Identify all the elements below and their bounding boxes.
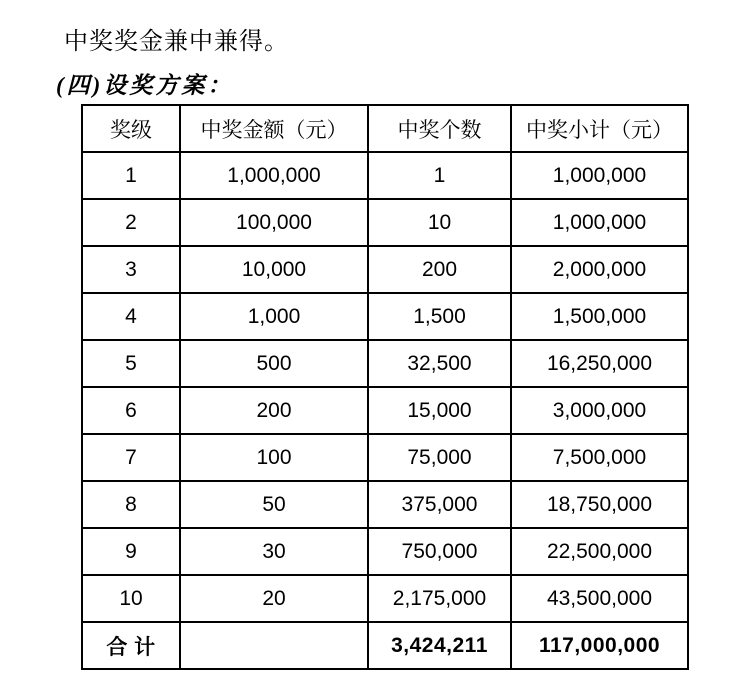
table-cell: 32,500 [368,340,511,387]
table-cell: 1,500 [368,293,511,340]
table-cell: 3,000,000 [511,387,688,434]
table-row [82,340,688,387]
column-header: 中奖小计（元） [511,105,688,152]
table-row [82,434,688,481]
table-cell: 1,000,000 [180,152,368,199]
table-cell: 30 [180,528,368,575]
table-cell: 75,000 [368,434,511,481]
table-cell: 5 [82,340,180,387]
table-row [82,481,688,528]
table-cell [180,622,368,669]
table-cell: 100 [180,434,368,481]
table-cell: 18,750,000 [511,481,688,528]
table-cell: 3 [82,246,180,293]
table-cell: 3,424,211 [368,622,511,669]
table-cell: 100,000 [180,199,368,246]
table-cell: 117,000,000 [511,622,688,669]
table-cell: 7,500,000 [511,434,688,481]
table-cell: 10 [82,575,180,622]
table-cell: 20 [180,575,368,622]
table-cell: 375,000 [368,481,511,528]
table-cell: 9 [82,528,180,575]
table-cell: 50 [180,481,368,528]
table-cell: 200 [368,246,511,293]
table-cell: 1,500,000 [511,293,688,340]
table-cell: 7 [82,434,180,481]
table-cell: 200 [180,387,368,434]
column-header: 中奖个数 [368,105,511,152]
table-cell: 43,500,000 [511,575,688,622]
table-row [82,199,688,246]
table-cell: 8 [82,481,180,528]
table-cell: 22,500,000 [511,528,688,575]
table-cell: 1,000,000 [511,199,688,246]
table-row [82,387,688,434]
table-cell: 10 [368,199,511,246]
table-header-row [82,105,688,152]
paragraph-prize-note: 中奖奖金兼中兼得。 [64,28,289,55]
table-cell: 16,250,000 [511,340,688,387]
table-cell: 1,000 [180,293,368,340]
table-cell: 合 计 [82,622,180,669]
table-row [82,246,688,293]
table-row [82,528,688,575]
table-row [82,293,688,340]
table-cell: 2,000,000 [511,246,688,293]
table-cell: 6 [82,387,180,434]
table-row [82,152,688,199]
section-heading-prize-plan: (四)设奖方案： [56,73,234,98]
prize-table [81,104,689,670]
table-cell: 10,000 [180,246,368,293]
table-cell: 1 [82,152,180,199]
table-cell: 15,000 [368,387,511,434]
column-header: 中奖金额（元） [180,105,368,152]
table-cell: 1 [368,152,511,199]
table-cell: 2 [82,199,180,246]
table-cell: 2,175,000 [368,575,511,622]
table-row [82,575,688,622]
table-cell: 4 [82,293,180,340]
table-total-row [82,622,688,669]
table-cell: 750,000 [368,528,511,575]
column-header: 奖级 [82,105,180,152]
table-cell: 500 [180,340,368,387]
table-cell: 1,000,000 [511,152,688,199]
